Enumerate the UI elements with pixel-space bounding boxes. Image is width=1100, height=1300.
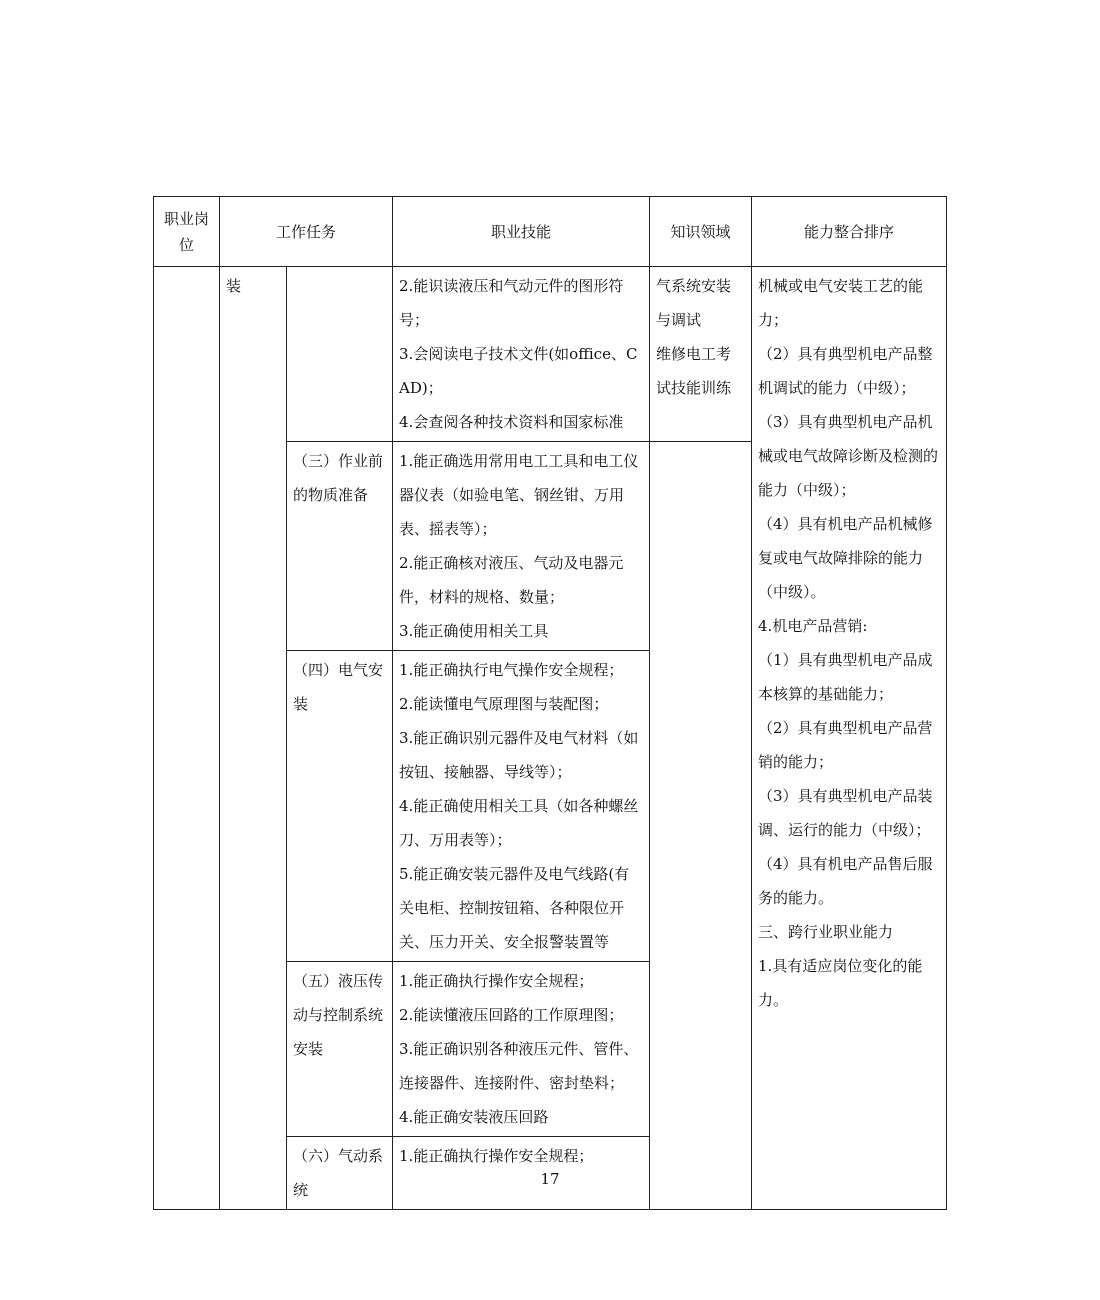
header-ability: 能力整合排序 <box>752 197 947 267</box>
skill-line: 2.能读懂液压回路的工作原理图； <box>399 1006 624 1024</box>
skill-line: 3.会阅读电子技术文件(如office、CAD)； <box>399 345 638 397</box>
ability-cell <box>752 267 947 1210</box>
ability-line: （2）具有典型机电产品营销的能力； <box>758 719 933 771</box>
task-cell <box>287 267 393 442</box>
skill-line: 4.会查阅各种技术资料和国家标准 <box>399 413 624 431</box>
header-knowledge: 知识领域 <box>650 197 752 267</box>
ability-line: （4）具有机电产品机械修复或电气故障排除的能力（中级）。 <box>758 515 933 601</box>
ability-line: 机械或电气安装工艺的能力； <box>758 277 924 329</box>
task-cell: （四）电气安装 <box>287 651 393 962</box>
ability-line: （4）具有机电产品售后服务的能力。 <box>758 855 933 907</box>
skill-line: 3.能正确识别各种液压元件、管件、连接器件、连接附件、密封垫料； <box>399 1040 639 1092</box>
task-cell: （三）作业前的物质准备 <box>287 442 393 651</box>
header-task: 工作任务 <box>220 197 393 267</box>
ability-line: （2）具有典型机电产品整机调试的能力（中级）； <box>758 345 933 397</box>
header-row <box>154 197 947 267</box>
table-row <box>154 267 947 442</box>
skill-line: 2.能识读液压和气动元件的图形符号； <box>399 277 624 329</box>
task-cell: （五）液压传动与控制系统安装 <box>287 962 393 1137</box>
skill-line: 3.能正确使用相关工具 <box>399 622 549 640</box>
job-task-table <box>153 196 947 1210</box>
skills-cell <box>393 962 650 1137</box>
skill-line: 4.能正确使用相关工具（如各种螺丝刀、万用表等）； <box>399 797 639 849</box>
skill-line: 1.能正确选用常用电工工具和电工仪器仪表（如验电笔、钢丝钳、万用表、摇表等）； <box>399 452 639 538</box>
position-cell <box>154 267 220 1210</box>
ability-line: （3）具有典型机电产品装调、运行的能力（中级）； <box>758 787 933 839</box>
ability-line: 4.机电产品营销: <box>758 617 868 635</box>
skill-line: 1.能正确执行操作安全规程； <box>399 1147 594 1165</box>
ability-line: 1.具有适应岗位变化的能力。 <box>758 957 923 1009</box>
skill-line: 4.能正确安装液压回路 <box>399 1108 549 1126</box>
task-cell: （六）气动系统 <box>287 1137 393 1210</box>
ability-line: （1）具有典型机电产品成本核算的基础能力； <box>758 651 933 703</box>
skills-cell <box>393 267 650 442</box>
skill-line: 3.能正确识别元器件及电气材料（如按钮、接触器、导线等）； <box>399 729 639 781</box>
knowledge-cell <box>650 267 752 442</box>
skill-line: 5.能正确安装元器件及电气线路(有关电柜、控制按钮箱、各种限位开关、压力开关、安全报警装置等 <box>399 865 630 951</box>
knowledge-line: 维修电工考试技能训练 <box>656 345 732 397</box>
header-skills: 职业技能 <box>393 197 650 267</box>
task-category-cell: 装 <box>220 267 287 1210</box>
skills-cell <box>393 442 650 651</box>
ability-line: （3）具有典型机电产品机械或电气故障诊断及检测的能力（中级）； <box>758 413 939 499</box>
page-number: 17 <box>540 1170 560 1188</box>
knowledge-line: 气系统安装与调试 <box>656 277 732 329</box>
skill-line: 1.能正确执行电气操作安全规程； <box>399 661 624 679</box>
knowledge-cell-empty <box>650 442 752 962</box>
skill-line: 2.能读懂电气原理图与装配图； <box>399 695 609 713</box>
skill-line: 1.能正确执行操作安全规程； <box>399 972 594 990</box>
skill-line: 2.能正确核对液压、气动及电器元件，材料的规格、数量； <box>399 554 624 606</box>
ability-line: 三、跨行业职业能力 <box>758 923 894 941</box>
header-position: 职业岗位 <box>154 197 220 267</box>
skills-cell <box>393 651 650 962</box>
